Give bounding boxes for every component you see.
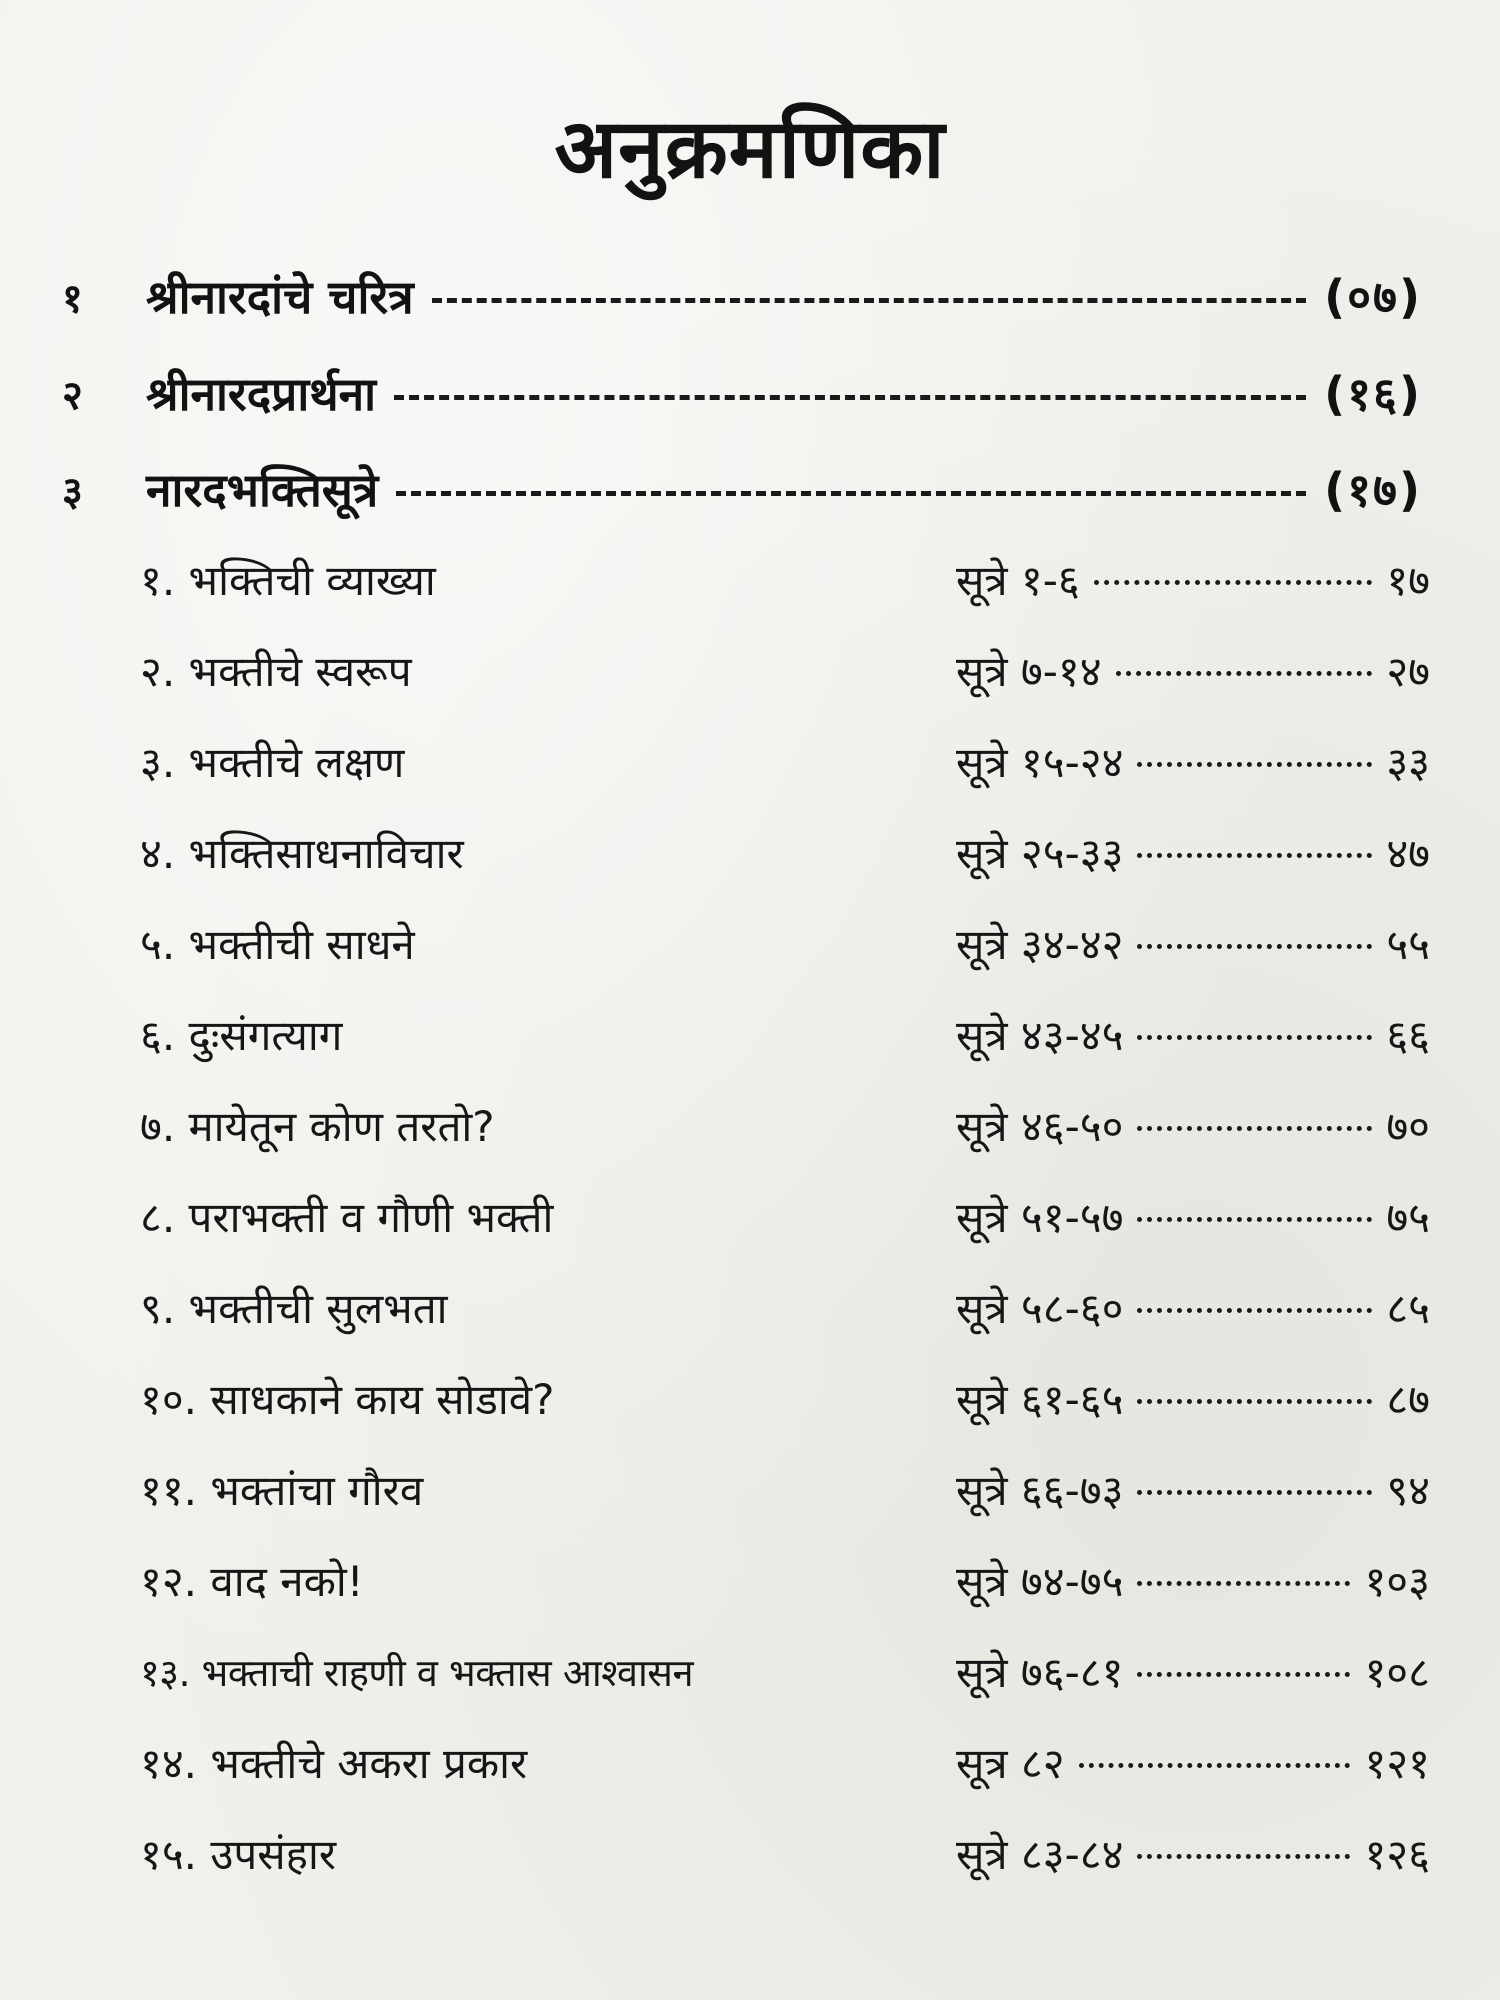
- entry-number: १: [62, 275, 83, 322]
- sub-entry-page: ८७: [1386, 1375, 1430, 1424]
- sub-entry-page: १२१: [1364, 1739, 1430, 1788]
- entry-title: नारदभक्तिसूत्रे: [146, 463, 379, 517]
- dot-leader: [1137, 944, 1372, 949]
- sub-entry-title: १. भक्तिची व्याख्या: [140, 556, 436, 605]
- toc-main-entry: [62, 357, 1422, 429]
- dot-leader: [1137, 1035, 1372, 1040]
- sutra-range: सूत्रे ४३-४५: [956, 1011, 1124, 1060]
- dot-leader: [1079, 1763, 1351, 1768]
- toc-sub-entry: [140, 1092, 1430, 1162]
- sub-entry-ref: [956, 546, 1430, 616]
- toc-sub-entry: [140, 637, 1430, 707]
- sub-entry-page: १७: [1386, 556, 1430, 605]
- entry-page: (१६): [1324, 367, 1422, 421]
- toc-sub-entry: [140, 1820, 1430, 1890]
- dot-leader: [1094, 580, 1373, 585]
- sutra-range: सूत्रे २५-३३: [956, 829, 1124, 878]
- sutra-range: सूत्रे ७४-७५: [956, 1557, 1124, 1606]
- sub-entry-title: ३. भक्तीचे लक्षण: [140, 738, 405, 787]
- dot-leader: [1137, 853, 1372, 858]
- sub-entry-title: १५. उपसंहार: [140, 1830, 337, 1879]
- sub-entry-page: ३३: [1386, 738, 1430, 787]
- sub-entry-title: ६. दुःसंगत्याग: [140, 1011, 343, 1060]
- sub-entry-ref: [956, 1001, 1430, 1071]
- sutra-range: सूत्रे ७-१४: [956, 647, 1102, 696]
- sub-entry-title: १४. भक्तीचे अकरा प्रकार: [140, 1739, 528, 1788]
- sub-entry-ref: [956, 1092, 1430, 1162]
- dot-leader: [1137, 1854, 1350, 1859]
- sub-entry-page: ७५: [1386, 1193, 1430, 1242]
- sub-entry-page: १०३: [1364, 1557, 1430, 1606]
- sub-entry-page: १०८: [1364, 1648, 1430, 1697]
- toc-sub-entry: [140, 1183, 1430, 1253]
- sub-entry-page: ९४: [1386, 1466, 1430, 1515]
- sub-entry-ref: [956, 728, 1430, 798]
- sub-entry-title: ११. भक्तांचा गौरव: [140, 1466, 424, 1515]
- entry-title: श्रीनारदप्रार्थना: [146, 367, 377, 421]
- toc-sub-entry: [140, 1001, 1430, 1071]
- sub-entry-title: ९. भक्तीची सुलभता: [140, 1284, 448, 1333]
- entry-page: (०७): [1324, 270, 1422, 324]
- dot-leader: [1137, 1399, 1372, 1404]
- sutra-range: सूत्र ८२: [956, 1739, 1065, 1788]
- sutra-range: सूत्रे ७६-८१: [956, 1648, 1124, 1697]
- sub-entry-page: ८५: [1386, 1284, 1430, 1333]
- sub-entry-title: ८. पराभक्ती व गौणी भक्ती: [140, 1193, 554, 1242]
- toc-sub-entry: [140, 819, 1430, 889]
- sub-entry-page: २७: [1386, 647, 1430, 696]
- toc-main-entry: [62, 453, 1422, 525]
- sub-entry-ref: [956, 1820, 1430, 1890]
- dash-leader: [394, 395, 1306, 400]
- toc-sub-entry: [140, 1638, 1430, 1708]
- sub-entry-title: २. भक्तीचे स्वरूप: [140, 647, 412, 696]
- entry-number: २: [62, 372, 83, 419]
- entry-number: ३: [62, 468, 83, 515]
- sub-entry-title: ४. भक्तिसाधनाविचार: [140, 829, 464, 878]
- sub-entry-ref: [956, 819, 1430, 889]
- toc-sub-entry: [140, 1274, 1430, 1344]
- sub-entry-page: ४७: [1386, 829, 1430, 878]
- dot-leader: [1116, 671, 1373, 676]
- sub-entry-page: ६६: [1386, 1011, 1430, 1060]
- dot-leader: [1137, 1581, 1350, 1586]
- page-title: अनुक्रमणिका: [554, 102, 946, 197]
- dot-leader: [1137, 1672, 1350, 1677]
- toc-sub-entry: [140, 1456, 1430, 1526]
- toc-main-entry: [62, 260, 1422, 332]
- sutra-range: सूत्रे ३४-४२: [956, 920, 1124, 969]
- sutra-range: सूत्रे ४६-५०: [956, 1102, 1124, 1151]
- dot-leader: [1137, 1126, 1372, 1131]
- sub-entry-page: १२६: [1364, 1830, 1430, 1879]
- dot-leader: [1137, 1490, 1372, 1495]
- sutra-range: सूत्रे ६६-७३: [956, 1466, 1124, 1515]
- sub-entry-ref: [956, 1456, 1430, 1526]
- dot-leader: [1137, 762, 1372, 767]
- sub-entry-page: ७०: [1386, 1102, 1430, 1151]
- sub-entry-ref: [956, 910, 1430, 980]
- dash-leader: [396, 491, 1306, 496]
- sub-entry-ref: [956, 1638, 1430, 1708]
- sutra-range: सूत्रे ६१-६५: [956, 1375, 1124, 1424]
- entry-title: श्रीनारदांचे चरित्र: [146, 270, 414, 324]
- sub-entry-title: १०. साधकाने काय सोडावे?: [140, 1375, 555, 1424]
- sub-entry-title: १३. भक्ताची राहणी व भक्तास आश्वासन: [140, 1651, 694, 1695]
- toc-sub-entry: [140, 728, 1430, 798]
- sub-entry-ref: [956, 1183, 1430, 1253]
- sub-entry-page: ५५: [1386, 920, 1430, 969]
- sub-entry-title: ५. भक्तीची साधने: [140, 920, 415, 969]
- sutra-range: सूत्रे ८३-८४: [956, 1830, 1124, 1879]
- sutra-range: सूत्रे ५१-५७: [956, 1193, 1124, 1242]
- entry-page: (१७): [1324, 463, 1422, 517]
- sutra-range: सूत्रे ५८-६०: [956, 1284, 1124, 1333]
- dot-leader: [1137, 1217, 1372, 1222]
- toc-sub-entry: [140, 1365, 1430, 1435]
- sub-entry-ref: [956, 1729, 1430, 1799]
- sub-entry-ref: [956, 1547, 1430, 1617]
- sub-entry-ref: [956, 1274, 1430, 1344]
- toc-sub-entry: [140, 546, 1430, 616]
- sub-entry-title: १२. वाद नको!: [140, 1557, 364, 1606]
- toc-sub-entry: [140, 1547, 1430, 1617]
- sub-entry-ref: [956, 637, 1430, 707]
- toc-sub-entry: [140, 910, 1430, 980]
- sub-entry-title: ७. मायेतून कोण तरतो?: [140, 1102, 495, 1151]
- sutra-range: सूत्रे १-६: [956, 556, 1080, 605]
- sub-entry-ref: [956, 1365, 1430, 1435]
- sutra-range: सूत्रे १५-२४: [956, 738, 1124, 787]
- toc-sub-entry: [140, 1729, 1430, 1799]
- dash-leader: [432, 298, 1306, 303]
- dot-leader: [1137, 1308, 1372, 1313]
